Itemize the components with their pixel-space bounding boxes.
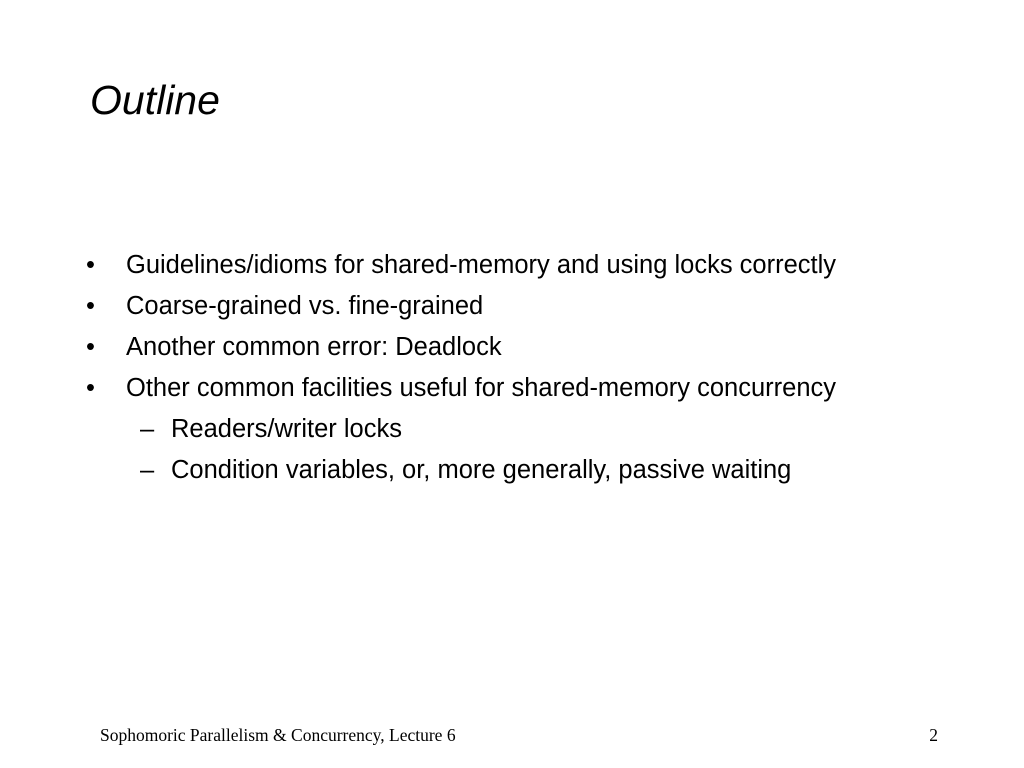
footer-page-number: 2 [929, 725, 938, 745]
sub-bullet-marker: – [140, 415, 155, 443]
bullet-marker: • [86, 333, 95, 361]
sub-bullet-text: Readers/writer locks [171, 415, 402, 443]
bullet-text: Guidelines/idioms for shared-memory and using locks correctly [126, 251, 837, 279]
bullet-item [86, 327, 986, 368]
bullet-item [86, 286, 986, 327]
footer-course-title: Sophomoric Parallelism & Concurrency, Lecture 6 [100, 725, 456, 745]
bullet-marker: • [86, 251, 95, 279]
bullet-list [86, 245, 986, 491]
bullet-marker: • [86, 374, 95, 402]
bullet-item [86, 245, 986, 286]
bullet-marker: • [86, 292, 95, 320]
sub-bullet-item [86, 409, 986, 450]
bullet-text: Other common facilities useful for shared-memory concurrency [126, 374, 837, 402]
sub-bullet-item [86, 450, 986, 491]
bullet-text: Another common error: Deadlock [126, 333, 502, 361]
sub-bullet-text: Condition variables, or, more generally, passive waiting [171, 456, 792, 484]
sub-bullet-marker: – [140, 456, 155, 484]
slide-title: Outline [90, 77, 220, 123]
bullet-text: Coarse-grained vs. fine-grained [126, 292, 484, 320]
bullet-item [86, 368, 986, 409]
